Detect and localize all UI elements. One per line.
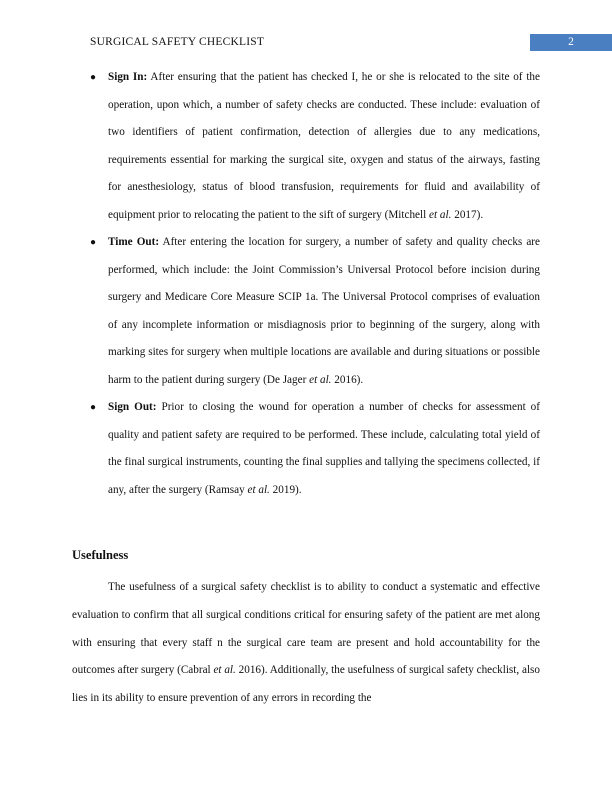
bullet-icon: ● <box>90 72 97 83</box>
bullet-text: After ensuring that the patient has checked I, he or she is relocated to the site of the operation, upon which, a number of safety checks are conducted. These include: evaluation of two identifiers of patient confirmation, detection of allergies due to any medications, requirements essential for marking the surgical site, oxygen and status of the airways, fasting for anesthesiology, status of blood transfusion, requirements for fluid and availability of equipment prior to relocating the patient to the sift of surgery (Mitchell <box>108 71 540 221</box>
citation-year: 2019). <box>269 483 302 496</box>
citation-year: 2016). <box>331 373 364 386</box>
page-header <box>0 34 612 52</box>
list-item-time-out <box>90 229 540 394</box>
section-heading-usefulness: Usefulness <box>72 548 129 562</box>
citation-etal: et al. <box>309 373 332 386</box>
paragraph-text: The usefulness of a surgical safety checklist is to ability to conduct a systematic and effective evaluation to confirm that all surgical conditions critical for ensuring safety of the patient are met along with ensuring that every staff n the surgical care team are present and hold accountability for the outcomes after surgery (Cabral <box>72 581 540 677</box>
bullet-icon: ● <box>90 402 97 413</box>
citation-etal: et al. <box>213 664 236 677</box>
running-head: SURGICAL SAFETY CHECKLIST <box>90 36 265 48</box>
citation-year: 2017). <box>451 208 484 221</box>
bullet-term: Sign Out: <box>108 401 157 413</box>
bullet-text: Prior to closing the wound for operation a number of checks for assessment of quality and patient safety are required to be performed. These include, calculating total yield of the final surgical instruments, counting the final supplies and tallying the specimens collected, if any, after the surgery (Ramsay <box>108 401 540 496</box>
page-number: 2 <box>530 34 612 51</box>
checklist-phases-list <box>90 64 540 504</box>
list-item-sign-in <box>90 64 540 229</box>
bullet-icon: ● <box>90 237 97 248</box>
paragraph-text-continued: 2016). Additionally, the usefulness of surgical safety checklist, also lies in its ability to ensure prevention of any errors in recording the <box>72 664 541 705</box>
bullet-term: Time Out: <box>108 236 160 248</box>
bullet-term: Sign In: <box>108 71 148 83</box>
usefulness-paragraph <box>72 574 540 713</box>
list-item-sign-out <box>90 394 540 504</box>
citation-etal: et al. <box>247 483 270 496</box>
bullet-text: After entering the location for surgery, a number of safety and quality checks are performed, which include: the Joint Commission’s Universal Protocol before incision during surgery and Medicare Core Measure SCIP 1a. The Universal Protocol comprises of evaluation of any incomplete information or misdiagnosis prior to beginning of the surgery, along with marking sites for surgery when multiple locations are available and during situations or possible harm to the patient during surgery (De Jager <box>108 236 540 386</box>
citation-etal: et al. <box>429 208 452 221</box>
